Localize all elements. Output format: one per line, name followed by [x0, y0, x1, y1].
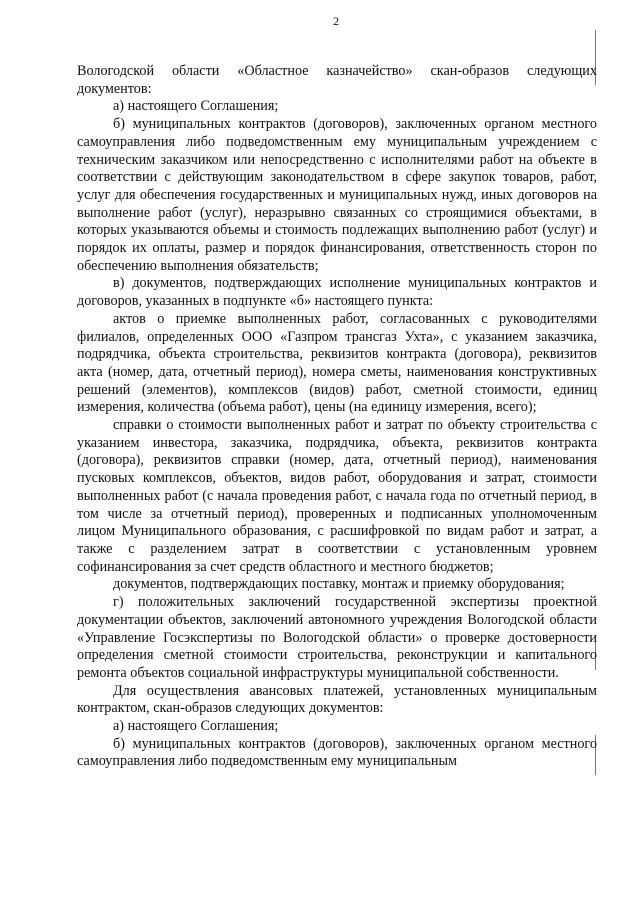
paragraph: б) муниципальных контрактов (договоров), заключенных органом местного самоуправления либо подведомственным ему муниципальным [77, 735, 597, 770]
paragraph: актов о приемке выполненных работ, согласованных с руководителями филиалов, определенных ООО «Газпром трансгаз Ухта», с указанием заказчика, подрядчика, объекта строительства, реквизитов контракта (договора), реквизитов акта (номер, дата, отчетный период), номера сметы, наименования конструктивных решений (элементов), комплексов (видов) работ, сметной стоимости, единиц измерения, количества (объема работ), цены (на единицу измерения, всего); [77, 310, 597, 416]
paragraph: документов, подтверждающих поставку, монтаж и приемку оборудования; [113, 576, 565, 593]
paragraph: справки о стоимости выполненных работ и затрат по объекту строительства с указанием инвестора, заказчика, подрядчика, объекта, реквизитов контракта (договора), реквизитов справки (номер, дата, отчетный период), наименования пусковых комплексов, объектов, видов работ, оборудования и затрат, стоимости выполненных работ (с начала проведения работ, с начала года по отчетный период, в том числе за отчетный период), проверенных и подписанных уполномоченным лицом Муниципального образования, с расшифровкой по видам работ и затрат, а также с разделением затрат в соответствии с установленным уровнем софинансирования за счет средств областного и местного бюджетов; [77, 417, 597, 575]
paragraph: Для осуществления авансовых платежей, установленных муниципальным контрактом, скан-образов следующих документов: [77, 682, 597, 717]
paragraph: Вологодской области «Областное казначейство» скан-образов следующих документов: [77, 63, 597, 97]
document-body [77, 63, 597, 771]
paragraph: в) документов, подтверждающих исполнение муниципальных контрактов и договоров, указанных в подпункте «б» настоящего пункта: [77, 275, 597, 310]
paragraph: г) положительных заключений государственной экспертизы проектной документации объектов, заключений автономного учреждения Вологодской области «Управление Госэкспертизы по Вологодской области» о проверке достоверности определения сметной стоимости строительства, реконструкции и капитального ремонта объектов социальной инфраструктуры муниципальной собственности. [77, 594, 597, 681]
paragraph: а) настоящего Соглашения; [113, 98, 279, 115]
paragraph: а) настоящего Соглашения; [113, 718, 279, 735]
paragraph: б) муниципальных контрактов (договоров), заключенных органом местного самоуправления либо подведомственным ему муниципальным учреждением с техническим заказчиком или непосредственно с исполнителями работ на объекте в соответствии с действующим законодательством в сфере закупок товаров, работ, услуг для обеспечения государственных и муниципальных нужд, иных договоров на выполнение работ (услуг), неразрывно связанных со строящимися объектами, в которых указываются объемы и стоимость подлежащих выполнению работ (услуг) и порядок их оплаты, размер и порядок финансирования, ответственность сторон по обеспечению выполнения обязательств; [77, 116, 597, 274]
page-number: 2 [333, 14, 339, 28]
